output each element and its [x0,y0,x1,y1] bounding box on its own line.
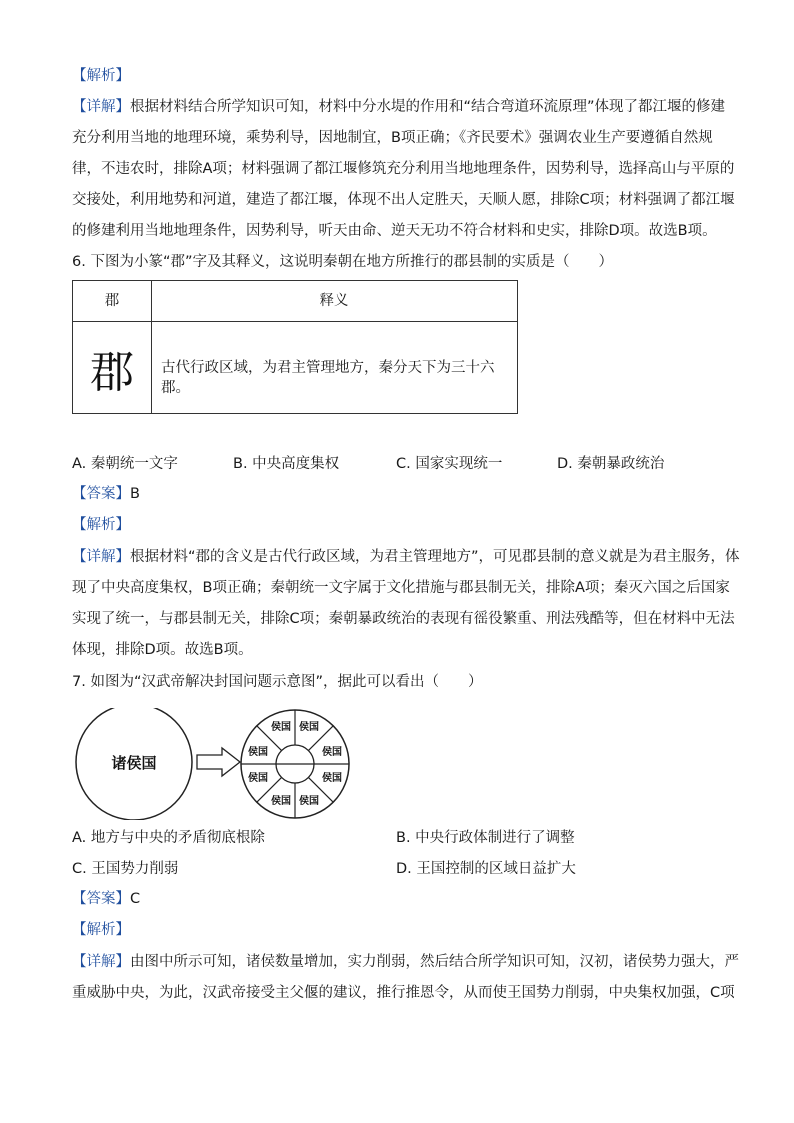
q7-diagram [70,708,360,820]
q6-stem: 6. 下图为小篆“郡”字及其释义，这说明秦朝在地方所推行的郡县制的实质是（ ） [72,254,613,270]
sub-state-label: 侯国 [271,722,291,733]
q5-detail-label: 【详解】 [72,99,130,115]
sub-state-label: 侯国 [248,747,268,758]
q7-detail-line-2: 重威胁中央，为此，汉武帝接受主父偃的建议，推行推恩令，从而使王国势力削弱，中央集权加强，C项 [72,985,735,1001]
q7-option-b: B. 中央行政体制进行了调整 [396,830,575,846]
sub-state-label: 侯国 [299,796,319,807]
q6-answer-label: 【答案】 [72,486,130,502]
q6-option-d: D. 秦朝暴政统治 [557,456,665,472]
divided-kingdoms-wheel [241,710,349,818]
q6-table [72,280,518,414]
q7-option-c: C. 王国势力削弱 [72,861,179,877]
table-meaning-text: 古代行政区域，为君主管理地方，秦分天下为三十六郡。 [161,360,495,396]
q6-analysis-label: 【解析】 [72,517,130,533]
table-divider [73,321,517,322]
q5-detail-line-1 [72,97,725,117]
q5-detail-line-4: 交接处，利用地势和河道，建造了都江堰，体现不出人定胜天，天顺人愿，排除C项；材料强调了都江堰 [72,192,735,208]
sub-state-label: 侯国 [322,773,342,784]
q6-detail-line-1 [72,547,740,567]
q6-option-a: A. 秦朝统一文字 [72,456,178,472]
sub-state-label: 侯国 [248,773,268,784]
right-arrow-icon [197,748,240,776]
table-header-char: 郡 [104,293,120,309]
q6-answer [72,484,140,504]
q6-detail-line-3: 实现了统一，与郡县制无关，排除C项；秦朝暴政统治的表现有徭役繁重、刑法残酷等，但在材料中无法 [72,611,735,627]
q6-detail-line-4: 体现，排除D项。故选B项。 [72,642,253,658]
table-header-meaning: 释义 [319,293,349,309]
q6-detail-label: 【详解】 [72,549,130,565]
q7-option-a: A. 地方与中央的矛盾彻底根除 [72,830,265,846]
q7-analysis-label: 【解析】 [72,922,130,938]
q7-stem: 7. 如图为“汉武帝解决封国问题示意图”，据此可以看出（ ） [72,674,483,690]
sub-state-label: 侯国 [271,796,291,807]
q5-detail-line-2: 充分利用当地的地理环境，乘势利导，因地制宜，B项正确；《齐民要术》强调农业生产要遵循自然规 [72,130,713,146]
q7-answer-label: 【答案】 [72,891,130,907]
q6-detail-text: 根据材料“郡的含义是古代行政区域，为君主管理地方”，可见郡县制的意义就是为君主服务，体 [130,549,740,565]
q5-detail-text: 根据材料结合所学知识可知，材料中分水堤的作用和“结合弯道环流原理”体现了都江堰的修建 [130,99,726,115]
sub-state-label: 侯国 [299,722,319,733]
q6-answer-value: B [130,486,140,502]
q7-answer [72,889,140,909]
q6-option-c: C. 国家实现统一 [396,456,503,472]
q5-detail-line-5: 的修建利用当地地理条件，因势利导，听天由命、逆天无功不符合材料和史实，排除D项。故选B项。 [72,223,717,239]
q5-detail-line-3: 律，不违农时，排除A项；材料强调了都江堰修筑充分利用当地地理条件，因势利导，选择高山与平原的 [72,161,735,177]
q7-detail-line-1 [72,952,739,972]
big-kingdom-label: 诸侯国 [111,754,157,772]
q6-option-b: B. 中央高度集权 [233,456,340,472]
seal-script-char [73,333,151,405]
q5-analysis-label: 【解析】 [72,68,130,84]
seal-char-glyph: 郡 [90,347,134,398]
q7-answer-value: C [130,891,141,907]
q6-detail-line-2: 现了中央高度集权，B项正确；秦朝统一文字属于文化措施与郡县制无关，排除A项；秦灭六国之后国家 [72,580,730,596]
q7-option-d: D. 王国控制的区域日益扩大 [396,861,576,877]
sub-state-label: 侯国 [322,747,342,758]
q7-detail-label: 【详解】 [72,954,130,970]
q7-detail-text: 由图中所示可知，诸侯数量增加，实力削弱，然后结合所学知识可知，汉初，诸侯势力强大，严 [130,954,739,970]
